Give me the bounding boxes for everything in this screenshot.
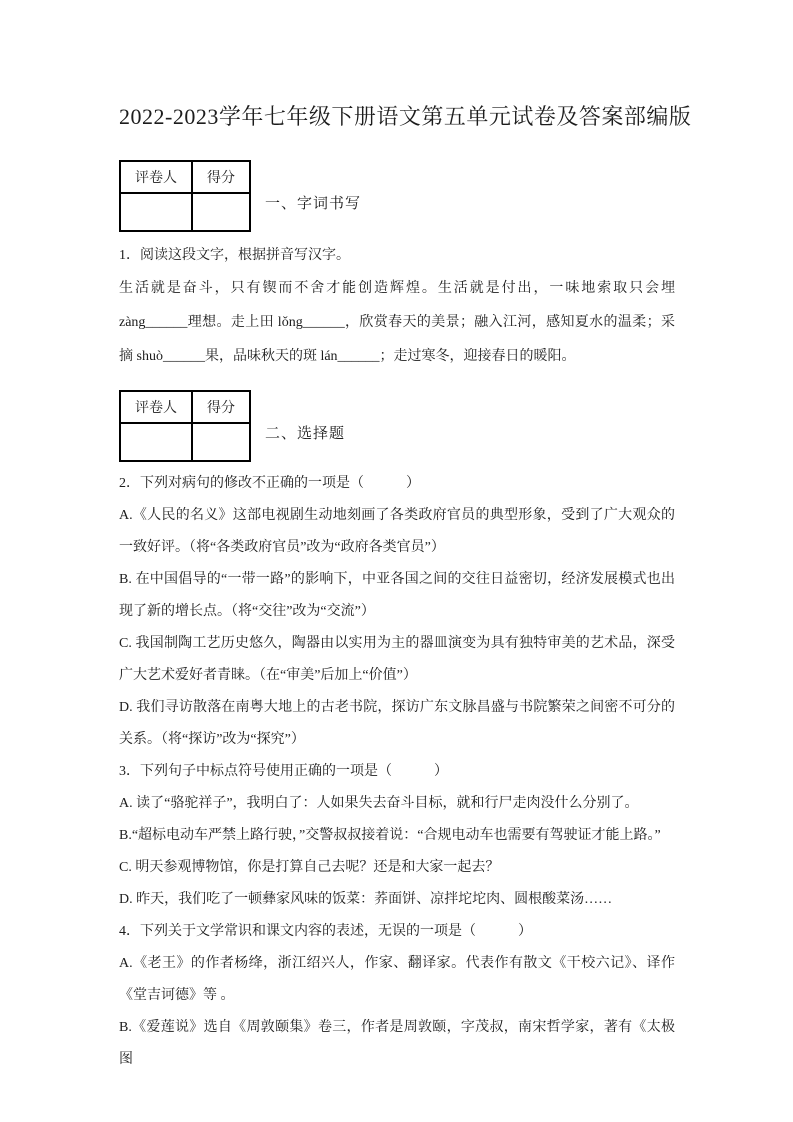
question-3-option-d: D. 昨天，我们吃了一顿彝家风味的饭菜：荞面饼、凉拌坨坨肉、圆根酸菜汤……	[119, 892, 613, 907]
score-table-value-row	[120, 423, 250, 461]
section-heading-multiple-choice: 二、选择题	[265, 425, 346, 442]
scorer-header-cell: 评卷人	[120, 391, 192, 423]
score-block-1	[119, 160, 675, 232]
score-table-2	[119, 390, 251, 462]
question-2-option-d: D. 我们寻访散落在南粤大地上的古老书院，探访广东文脉昌盛与书院繁荣之间密不可分的关系。（将“探访”改为“探究”）	[119, 700, 675, 747]
question-2-option-b: B. 在中国倡导的“一带一路”的影响下，中亚各国之间的交往日益密切，经济发展模式也出现了新的增长点。（将“交往”改为“交流”）	[119, 572, 675, 619]
score-value-cell	[192, 193, 250, 231]
score-value-cell	[192, 423, 250, 461]
section-heading-word-writing: 一、字词书写	[265, 195, 362, 212]
score-table-header-row	[120, 391, 250, 423]
exam-title: 2022-2023学年七年级下册语文第五单元试卷及答案部编版	[119, 104, 692, 129]
score-table-1	[119, 160, 251, 232]
question-4-option-b: B.《爱莲说》选自《周敦颐集》卷三，作者是周敦颐，字茂叔，南宋哲学家，著有《太极图	[119, 1020, 675, 1067]
score-header-cell: 得分	[192, 391, 250, 423]
scorer-value-cell	[120, 423, 192, 461]
question-1-passage: 生活就是奋斗，只有锲而不舍才能创造辉煌。生活就是付出，一味地索取只会埋 zàng______理想。走上田 lǒng______，欣赏春天的美景；融入江河，感知夏水的温柔；采摘 shuò______果，品味秋天的斑 lán______；走过寒冬，迎接春日的暖阳。	[119, 281, 675, 364]
score-table-header-row	[120, 161, 250, 193]
score-block-2	[119, 390, 675, 462]
question-3-option-b: B.“超标电动车严禁上路行驶，”交警叔叔接着说：“合规电动车也需要有驾驶证才能上路。”	[119, 828, 661, 843]
question-4-stem: 4．下列关于文学常识和课文内容的表述，无误的一项是（ ）	[119, 924, 532, 939]
question-1-stem: 1．阅读这段文字，根据拼音写汉字。	[119, 248, 350, 263]
question-2-stem: 2．下列对病句的修改不正确的一项是（ ）	[119, 476, 420, 491]
score-table-value-row	[120, 193, 250, 231]
question-3-option-a: A. 读了“骆驼祥子”，我明白了：人如果失去奋斗目标，就和行尸走肉没什么分别了。	[119, 796, 639, 811]
scorer-header-cell: 评卷人	[120, 161, 192, 193]
question-2-option-a: A.《人民的名义》这部电视剧生动地刻画了各类政府官员的典型形象，受到了广大观众的一致好评。（将“各类政府官员”改为“政府各类官员”）	[119, 508, 675, 555]
question-2-option-c: C. 我国制陶工艺历史悠久，陶器由以实用为主的器皿演变为具有独特审美的艺术品，深受广大艺术爱好者青睐。（在“审美”后加上“价值”）	[119, 636, 675, 683]
scorer-value-cell	[120, 193, 192, 231]
question-3-stem: 3．下列句子中标点符号使用正确的一项是（ ）	[119, 764, 448, 779]
score-header-cell: 得分	[192, 161, 250, 193]
question-4-option-a: A.《老王》的作者杨绛，浙江绍兴人，作家、翻译家。代表作有散文《干校六记》、译作《堂吉诃德》等 。	[119, 956, 675, 1003]
question-3-option-c: C. 明天参观博物馆，你是打算自己去呢？还是和大家一起去？	[119, 860, 500, 875]
